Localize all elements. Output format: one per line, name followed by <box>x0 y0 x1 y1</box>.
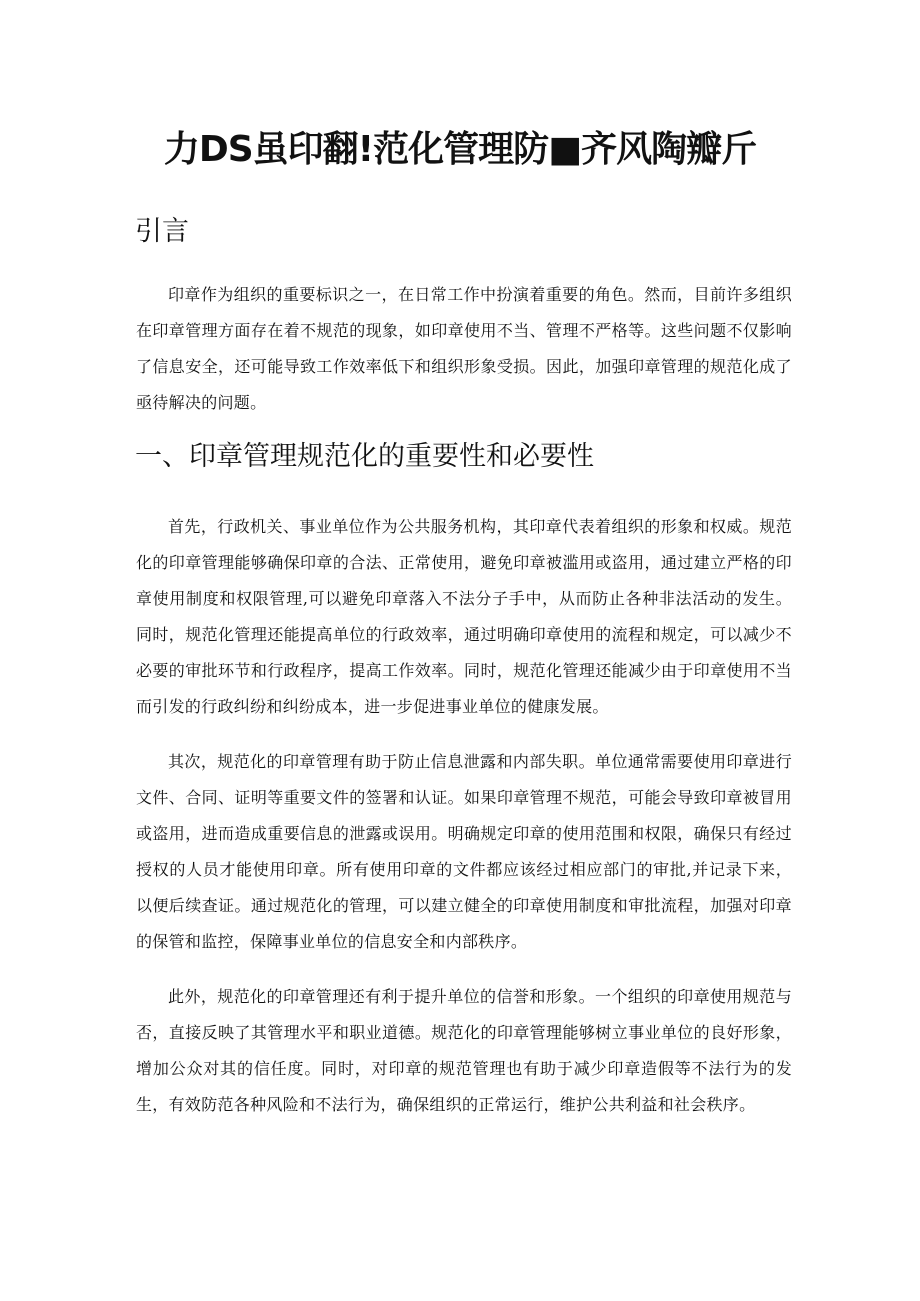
intro-paragraph: 印章作为组织的重要标识之一，在日常工作中扮演着重要的角色。然而，目前许多组织在印章管理方面存在着不规范的现象，如印章使用不当、管理不严格等。这些问题不仅影响了信息安全，还可能导致工作效率低下和组织形象受损。因此，加强印章管理的规范化成了亟待解决的问题。 <box>136 285 792 412</box>
intro-heading: 引言 <box>135 216 189 247</box>
section-1-paragraph-2: 其次，规范化的印章管理有助于防止信息泄露和内部失职。单位通常需要使用印章进行文件、合同、证明等重要文件的签署和认证。如果印章管理不规范，可能会导致印章被冒用或盗用，进而造成重要信息的泄露或误用。明确规定印章的使用范围和权限，确保只有经过授权的人员才能使用印章。所有使用印章的文件都应该经过相应部门的审批,并记录下来，以便后续查证。通过规范化的管理，可以建立健全的印章使用制度和审批流程，加强对印章的保管和监控，保障事业单位的信息安全和内部秩序。 <box>136 752 792 951</box>
section-1-paragraph-3: 此外，规范化的印章管理还有利于提升单位的信誉和形象。一个组织的印章使用规范与否，直接反映了其管理水平和职业道德。规范化的印章管理能够树立事业单位的良好形象，增加公众对其的信任度。同时，对印章的规范管理也有助于减少印章造假等不法行为的发生，有效防范各种风险和不法行为，确保组织的正常运行，维护公共利益和社会秩序。 <box>136 987 792 1114</box>
section-1-heading: 一、印章管理规范化的重要性和必要性 <box>135 441 594 472</box>
document-title: 力DS虽印翻!范化管理防■齐风陶瓣斤 <box>163 129 757 170</box>
section-1-paragraph-1: 首先，行政机关、事业单位作为公共服务机构，其印章代表着组织的形象和权威。规范化的印章管理能够确保印章的合法、正常使用，避免印章被滥用或盗用，通过建立严格的印章使用制度和权限管理,可以避免印章落入不法分子手中，从而防止各种非法活动的发生。同时，规范化管理还能提高单位的行政效率，通过明确印章使用的流程和规定，可以减少不必要的审批环节和行政程序，提高工作效率。同时，规范化管理还能减少由于印章使用不当而引发的行政纠纷和纠纷成本，进一步促进事业单位的健康发展。 <box>136 517 792 716</box>
